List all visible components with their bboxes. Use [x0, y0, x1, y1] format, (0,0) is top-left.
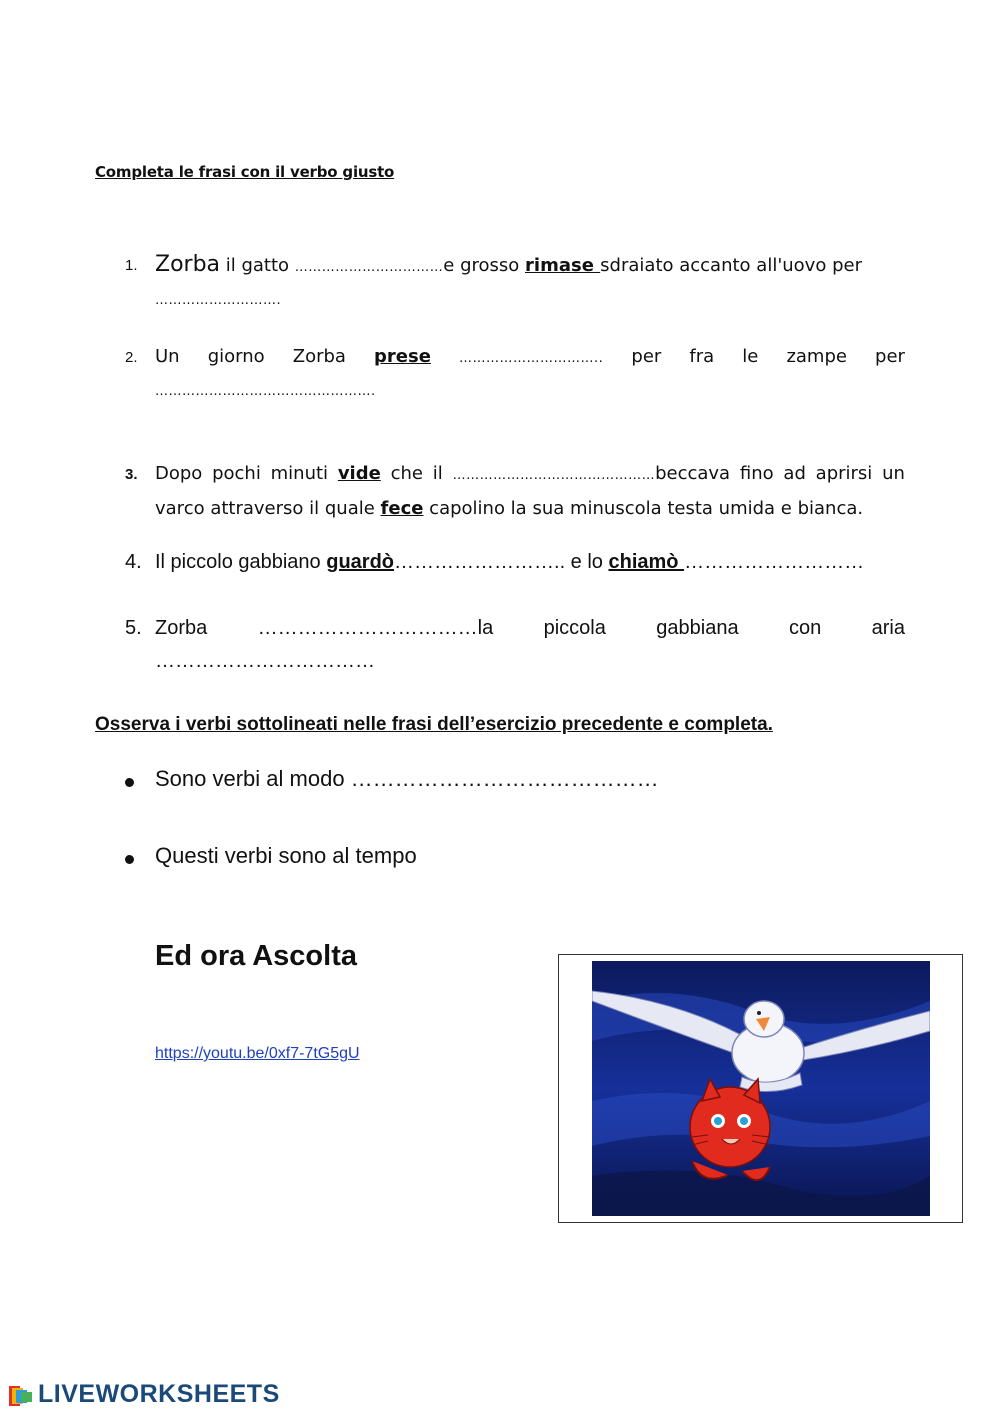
underlined-verb: fece — [380, 498, 424, 519]
item-number: 2. — [125, 349, 138, 366]
exercise-2-instruction: Osserva i verbi sottolineati nelle frasi dell’esercizio precedente e completa. — [95, 714, 773, 735]
bullet-icon — [125, 855, 134, 864]
sentence-text: Un giorno Zorba prese ………………………….. per fra le zampe per …………………………………………. — [155, 340, 905, 408]
underlined-verb: vide — [337, 463, 381, 484]
blank-dots[interactable]: ………………………. — [155, 293, 282, 308]
item-number: 5. — [125, 617, 142, 639]
sentence-item-4 — [125, 546, 905, 579]
blank-dots[interactable]: ……………………………………… — [452, 468, 656, 483]
item-number: 4. — [125, 551, 142, 573]
sentence-item-5 — [125, 612, 905, 678]
bullet-item-1: Sono verbi al modo …………………………………… — [125, 766, 659, 792]
sentence-text: Zorba ……………………………la piccola gabbiana con aria …………………………… — [155, 617, 905, 672]
sentence-item-2 — [125, 340, 905, 408]
blank-dots[interactable]: ………………………….. — [459, 351, 604, 366]
blank-dots[interactable]: …………………………… — [294, 260, 444, 275]
exercise-1-instruction: Completa le frasi con il verbo giusto — [95, 163, 395, 181]
underlined-verb: guardò — [326, 551, 395, 573]
seagull-and-cat-illustration — [592, 961, 930, 1216]
video-link[interactable]: https://youtu.be/0xf7-7tG5gU — [155, 1045, 360, 1062]
illustration-frame — [558, 954, 963, 1223]
sentence-item-1 — [125, 248, 905, 317]
bullet-item-2: Questi verbi sono al tempo — [125, 843, 417, 869]
blank-dots[interactable]: …………………………………………. — [155, 384, 376, 399]
sentence-text: Zorba il gatto ……………………………e grosso rimase sdraiato accanto all'uovo per ………………………. — [155, 248, 905, 317]
liveworksheets-wordmark: LIVEWORKSHEETS — [38, 1380, 280, 1408]
footer-logo — [8, 1380, 280, 1409]
item-number: 3. — [125, 466, 138, 483]
underlined-verb: prese — [374, 346, 431, 367]
underlined-verb: rimase — [525, 255, 601, 276]
item-number: 1. — [125, 257, 138, 274]
sentence-item-3 — [125, 457, 905, 525]
section-heading: Ed ora Ascolta — [155, 940, 357, 972]
bullet-icon — [125, 778, 134, 787]
underlined-verb: chiamò — [608, 551, 685, 573]
sentence-text: Dopo pochi minuti vide che il ………………………………………beccava fino ad aprirsi un varco attraverso il quale fece capolino la sua minuscola testa umida e bianca. — [155, 457, 905, 525]
sentence-text: Il piccolo gabbiano guardò…………………….. e lo chiamò ……………………… — [155, 551, 865, 573]
liveworksheets-logo-icon — [8, 1382, 34, 1408]
